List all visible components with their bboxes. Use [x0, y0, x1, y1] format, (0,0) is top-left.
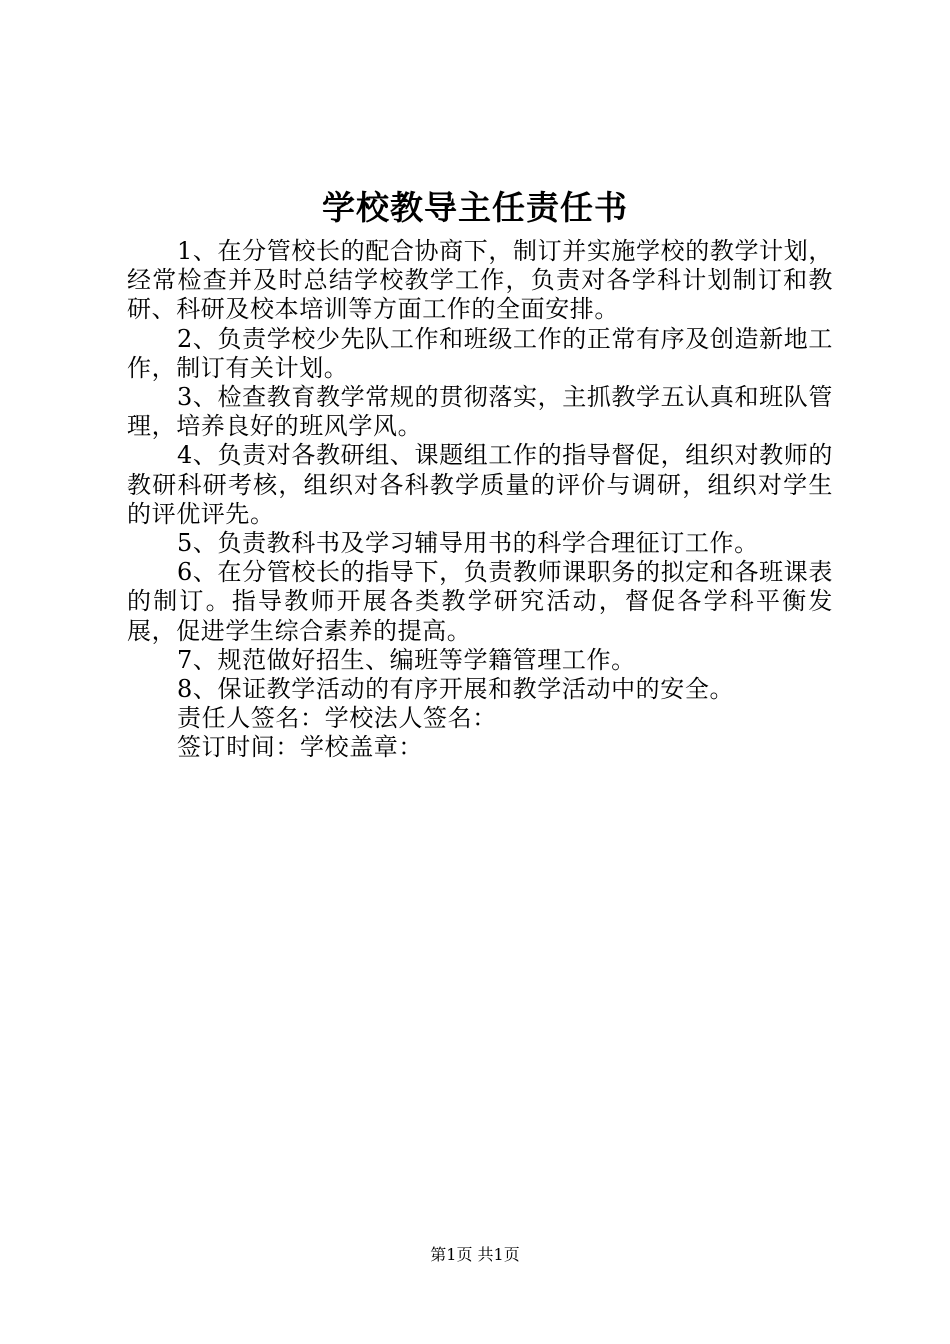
paragraph-6: 6、在分管校长的指导下，负责教师课职务的拟定和各班课表的制订。指导教师开展各类教学研究活动，督促各学科平衡发展，促进学生综合素养的提高。	[127, 558, 833, 645]
paragraph-8: 8、保证教学活动的有序开展和教学活动中的安全。	[177, 675, 735, 704]
document-title: 学校教导主任责任书	[322, 188, 628, 227]
date-seal-line: 签订时间：学校盖章：	[177, 733, 423, 762]
paragraph-2: 2、负责学校少先队工作和班级工作的正常有序及创造新地工作，制订有关计划。	[127, 324, 833, 382]
paragraph-5: 5、负责教科书及学习辅导用书的科学合理征订工作。	[177, 529, 759, 558]
signature-line: 责任人签名：学校法人签名：	[177, 704, 497, 733]
paragraph-3: 3、检查教育教学常规的贯彻落实，主抓教学五认真和班队管理，培养良好的班风学风。	[127, 383, 833, 441]
paragraph-7: 7、规范做好招生、编班等学籍管理工作。	[177, 645, 636, 674]
paragraph-4: 4、负责对各教研组、课题组工作的指导督促，组织对教师的教研科研考核，组织对各科教学质量的评价与调研，组织对学生的评优评先。	[127, 441, 833, 528]
document-body	[127, 237, 833, 763]
page-number-footer: 第1页 共1页	[430, 1245, 520, 1264]
paragraph-1: 1、在分管校长的配合协商下，制订并实施学校的教学计划，经常检查并及时总结学校教学工作，负责对各学科计划制订和教研、科研及校本培训等方面工作的全面安排。	[127, 237, 833, 324]
